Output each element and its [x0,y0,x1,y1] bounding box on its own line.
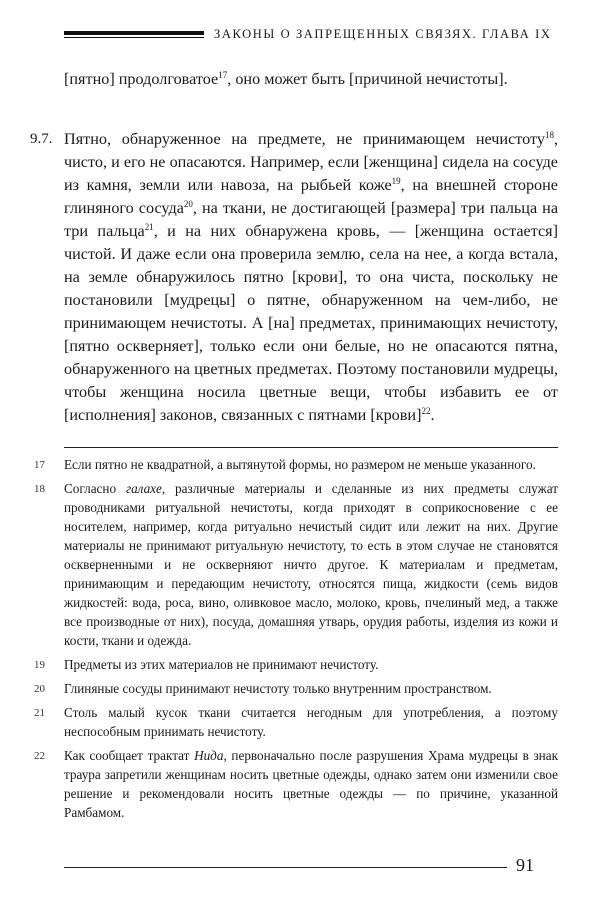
footnote-ref-21[interactable]: 21 [144,222,154,232]
footnote-ref-18[interactable]: 18 [544,130,554,140]
header-double-rule [64,31,204,38]
paragraph-text: , и на них обнаружена кровь, — [женщина остается] чистой. И даже если она проверила землю, села на нее, а когда встала, на земле обнаружилось пятно [крови], то она чиста, поскольку не постановили [мудрецы] о пятне, обнаруженном на чем-либо, не принимающем нечистоты. А [на] предметах, принимающих нечистоту, [пятно оскверняет], только если они белые, но не опасаются пятна, обнаруженного на цветных предметах. Поэтому постановили мудрецы, чтобы женщина носила цветные вещи, чтобы избавить ее от [исполнения] законов, связанных с пятнами [крови] [64,222,559,424]
continued-paragraph [64,68,558,91]
footnote-text: Предметы из этих материалов не принимают нечистоту. [64,657,379,672]
page-number: 91 [516,855,534,875]
footnote-number: 21 [34,707,45,719]
footnote-text: Глиняные сосуды принимают нечистоту только внутренним пространством. [64,681,492,696]
footnote-text [64,748,558,820]
footnote-number: 20 [34,683,45,695]
footnote-number: 22 [34,750,45,762]
footnote-number: 18 [34,483,45,495]
italic-term: Нида [194,748,224,763]
footnote-19 [34,655,558,674]
footnote-18 [34,479,558,650]
footnote-text-part: , различные материалы и сделанные из них предметы служат проводниками ритуальной нечистоты, когда приходят в соприкосновение с ее носителем, например, когда ритуально нечистый сидит или лежит на них. Другие материалы не принимают ритуальную нечистоту, то есть в этом случае не становятся оскверненными и не оскверняют ничто другое. К материалам и предметам, принимающим и передающим нечистоту, относятся пища, жидкости (семь видов жидкостей: вода, роса, вино, оливковое масло, молоко, кровь, пчелиный мед, а также все производные от них), посуда, домашняя утварь, орудия работы, изделия из кожи и кости, ткани и одежда. [64,481,558,648]
paragraph-text: , на ткани, не достигающей [размера] три пальца на три пальца [64,199,559,240]
header-thick-rule [64,31,204,35]
paragraph-text: , на внешней стороне глиняного сосуда [64,176,558,217]
paragraph-number: 9.7. [30,131,53,147]
paragraph-text: , чисто, и его не опасаются. Например, если [женщина] сидела на сосуде из камня, земли или навоза, на рыбьей коже [64,130,558,194]
footnote-22 [34,746,559,822]
paragraph-text: . [430,406,435,424]
footnote-ref-19[interactable]: 19 [391,176,401,186]
paragraph-9-7 [30,128,559,427]
footnotes [34,455,559,827]
continued-text-start: [пятно] продолговатое [64,70,219,88]
footnote-text [64,481,558,648]
italic-term: галахе [125,481,162,496]
footnote-ref-22[interactable]: 22 [421,406,431,416]
running-title: ЗАКОНЫ О ЗАПРЕЩЕННЫХ СВЯЗЯХ. ГЛАВА IX [214,26,552,41]
footnote-text-part: Как сообщает трактат [64,748,195,763]
footnote-20 [34,679,558,698]
footnote-text: Столь малый кусок ткани считается негодным для употребления, а поэтому неспособным принимать нечистоту. [64,705,558,739]
footnote-21 [34,703,558,741]
footnote-text-part: , первоначально после разрушения Храма мудрецы в знак траура запретили женщинам носить цветные одежды, однако затем они изменили свое решение и рекомендовали носить цветные одежды — по причине, указанной Рамбамом. [64,748,559,820]
footnote-number: 17 [34,459,45,471]
footnote-separator [64,447,558,448]
continued-text-end: , оно может быть [причиной нечистоты]. [227,70,508,88]
running-header [64,26,558,42]
footnote-text: Если пятно не квадратной, а вытянутой формы, но размером не меньше указанного. [64,457,536,472]
footnote-17 [34,455,558,474]
footnote-ref-17[interactable]: 17 [218,70,228,80]
footnote-text-part: Согласно [64,481,126,496]
footer-rule [64,867,507,868]
footnote-number: 19 [34,659,45,671]
footnote-ref-20[interactable]: 20 [183,199,193,209]
paragraph-text: Пятно, обнаруженное на предмете, не принимающем нечистоту [64,130,545,148]
header-thin-rule [64,37,204,38]
